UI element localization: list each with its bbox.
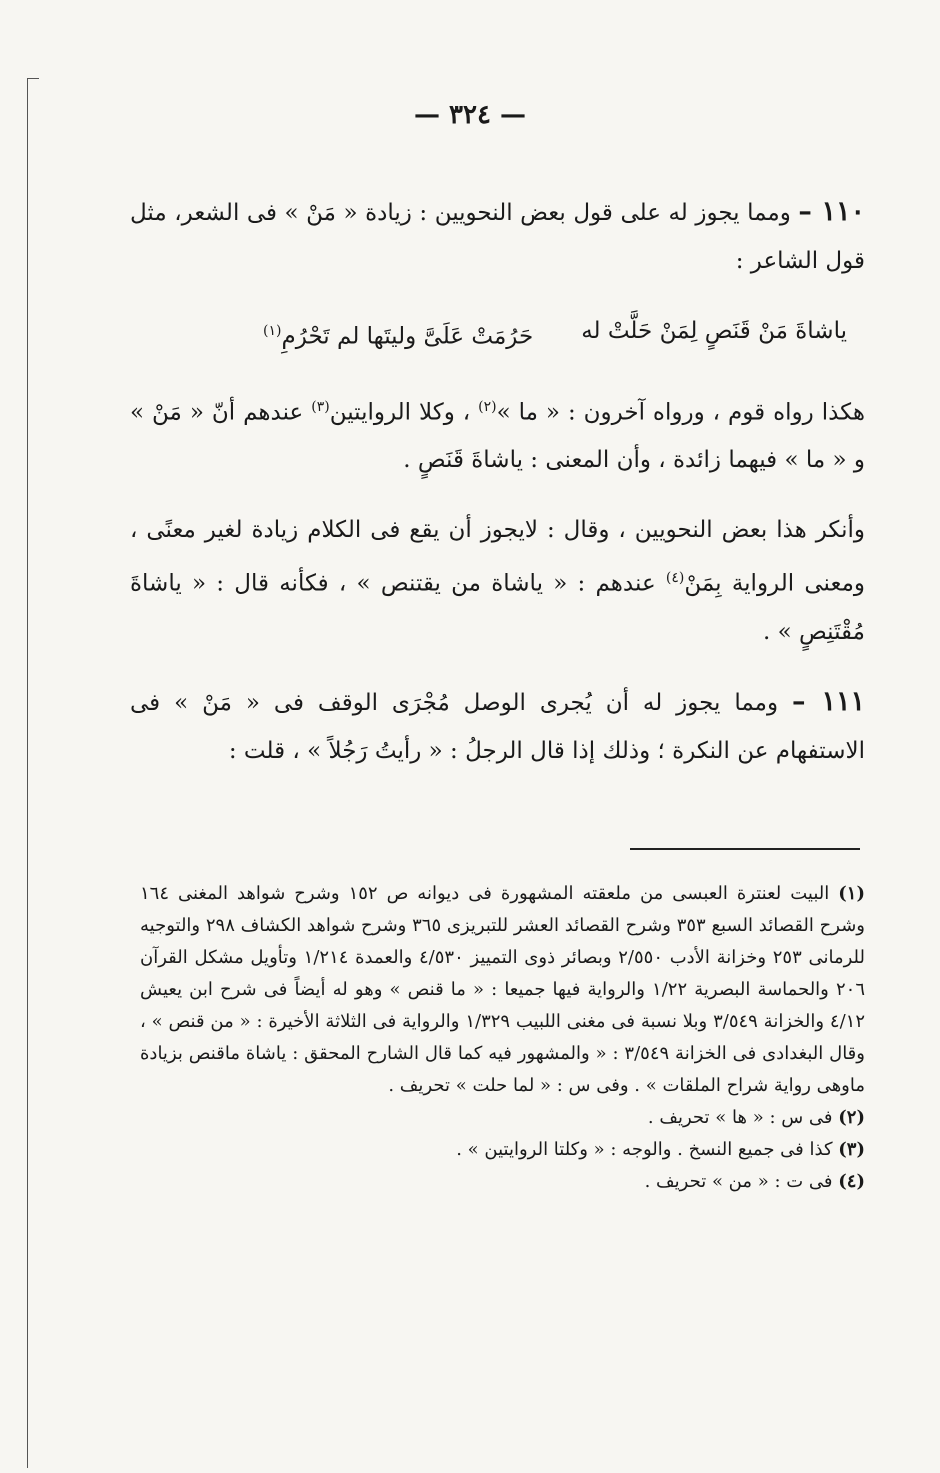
footnote-2-text: فى س : « ها » تحريف .: [647, 1107, 839, 1128]
binding-margin-tick: [27, 78, 39, 79]
paragraph-inkar: [130, 506, 865, 656]
poetry-verse: [130, 307, 865, 361]
main-text: [130, 188, 865, 797]
page-number: — ٣٢٤ —: [413, 100, 527, 130]
footnote-4-number: (٤): [838, 1171, 865, 1192]
footnote-ref-3: (٣): [311, 398, 330, 415]
footnote-2-number: (٢): [838, 1107, 865, 1128]
footnote-1-number: (١): [838, 883, 865, 904]
footnote-3-number: (٣): [838, 1139, 865, 1160]
footnote-1-text: البيت لعنترة العبسى من ملعقته المشهورة فى ديوانه ص ١٥٢ وشرح شواهد المغنى ١٦٤ وشرح القصائد السبع ٣٥٣ وشرح القصائد العشر للتبريزى ٣٦٥ وشرح شواهد الكشاف ٢٩٨ والتوجيه للرمانى ٢٥٣ وخزانة الأدب ٢/٥٥٠ وبصائر ذوى التمييز ٤/٥٣٠ والعمدة ١/٢١٤ وتأويل مشكل القرآن ٢٠٦ والحماسة البصرية ١/٢٢ والرواية فيها جميعا : « ما قنص » وهو له أيضاً فى شرح ابن يعيش ٤/١٢ والخزانة ٣/٥٤٩ وبلا نسبة فى مغنى اللبيب ١/٣٢٩ والرواية فى الثلاثة الأخيرة : « من قنص » ، وقال البغدادى فى الخزانة ٣/٥٤٩ : « والمشهور فيه كما قال الشارح المحقق : ياشاة ماقنص بزيادة ماوهى رواية شراح الملقات » . وفى س : « لما حلت » تحريف .: [140, 883, 866, 1096]
riwaya-text-b: ، وكلا الروايتين: [329, 399, 479, 426]
paragraph-110: [130, 188, 865, 285]
footnote-1: [140, 878, 865, 1102]
verse-second-hemistich: [263, 307, 533, 361]
section-number-110: ١١٠ –: [798, 196, 865, 227]
footnote-ref-4: (٤): [665, 570, 685, 587]
footnote-4: [140, 1166, 865, 1198]
paragraph-riwaya: [130, 383, 865, 485]
footnote-separator: [630, 848, 860, 850]
paragraph-111-text: ومما يجوز له أن يُجرى الوصل مُجْرَى الوقف فى « مَنْ » فى الاستفهام عن النكرة ؛ وذلك إذا قال الرجلُ : « رأيتُ رَجُلاً » ، قلت :: [130, 689, 865, 764]
binding-margin-line: [27, 78, 28, 1468]
footnote-2: [140, 1102, 865, 1134]
paragraph-110-text: ومما يجوز له على قول بعض النحويين : زيادة « مَنْ » فى الشعر، مثل قول الشاعر :: [130, 200, 865, 274]
section-number-111: ١١١ –: [791, 685, 865, 717]
footnotes: [140, 878, 865, 1198]
footnote-3: [140, 1134, 865, 1166]
footnote-4-text: فى ت : « من » تحريف .: [644, 1171, 839, 1192]
verse-second-text: حَرُمَتْ عَلَىَّ وليتَها لم تَحْرُمِ: [281, 323, 534, 350]
verse-first-hemistich: ياشاةَ مَنْ قَنَصٍ لِمَنْ حَلَّتْ له: [581, 318, 847, 344]
riwaya-text-c: عندهم أنّ « مَنْ » و « ما » فيهما زائدة ، وأن المعنى : ياشاةَ قَنَصٍ .: [130, 399, 865, 474]
riwaya-text-a: هكذا رواه قوم ، ورواه آخرون : « ما »: [496, 399, 865, 426]
paragraph-111: [130, 678, 865, 775]
footnote-3-text: كذا فى جميع النسخ . والوجه : « وكلتا الروايتين » .: [456, 1139, 839, 1160]
footnote-ref-1: (١): [263, 323, 282, 339]
inkar-text-a: وأنكر هذا بعض النحويين ، وقال : لايجوز أن يقع فى الكلام زيادة لغير معنًى ، ومعنى الرواية بِمَنْ: [130, 517, 866, 597]
footnote-ref-2: (٢): [478, 398, 497, 415]
inkar-text-b: عندهم : « ياشاة من يقتنص » ، فكأنه قال : « ياشاةَ مُقْتَنِصٍ » .: [130, 570, 865, 645]
